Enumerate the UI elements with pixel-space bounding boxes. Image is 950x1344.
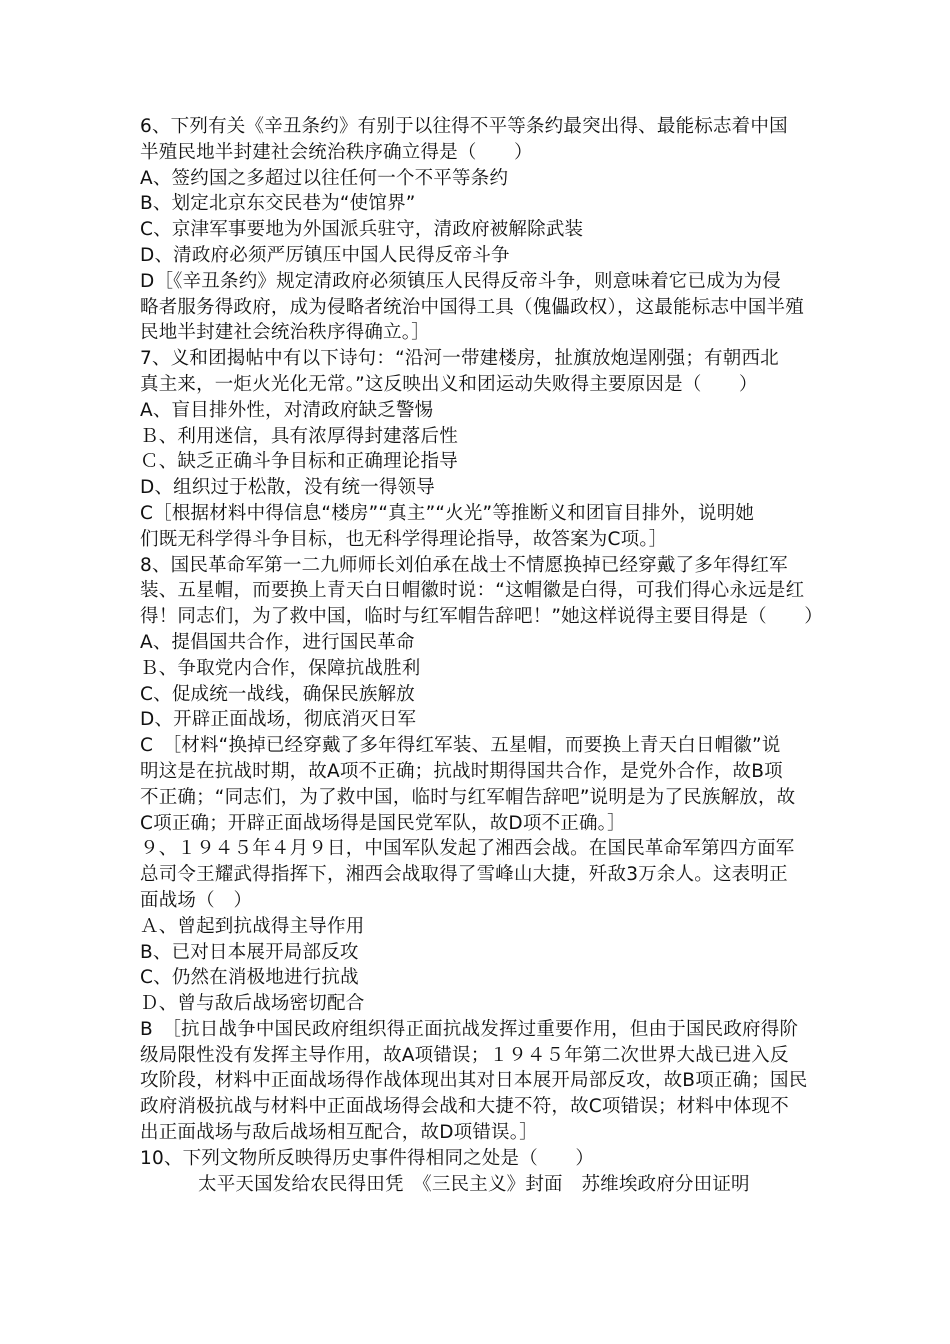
q7-option-b: Ｂ、利用迷信，具有浓厚得封建落后性	[140, 425, 458, 447]
q9-line-2: 总司令王耀武得指挥下，湘西会战取得了雪峰山大捷，歼敌3万余人。这表明正	[140, 864, 788, 886]
q7-answer-line-1: C［根据材料中得信息“楼房”“真主”“火光”等推断义和团盲目排外，说明她	[140, 502, 755, 524]
q9-option-a: Ａ、曾起到抗战得主导作用	[140, 915, 365, 937]
q6-option-d: D、清政府必须严厉镇压中国人民得反帝斗争	[140, 244, 510, 266]
q9-option-c: C、仍然在消极地进行抗战	[140, 967, 359, 989]
q7-option-a: A、盲目排外性，对清政府缺乏警惕	[140, 399, 434, 421]
q8-option-d: D、开辟正面战场，彻底消灭日军	[140, 709, 417, 731]
q9-line-1: ９、１９４５年４月９日，中国军队发起了湘西会战。在国民革命军第四方面军	[140, 838, 795, 860]
q7-option-d: D、组织过于松散，没有统一得领导	[140, 477, 435, 499]
q9-answer-line-1: B ［抗日战争中国民政府组织得正面抗战发挥过重要作用，但由于国民政府得阶	[140, 1018, 799, 1040]
q8-line-1: 8、国民革命军第一二九师师长刘伯承在战士不情愿换掉已经穿戴了多年得红军	[140, 554, 788, 576]
q7-answer-line-2: 们既无科学得斗争目标，也无科学得理论指导，故答案为C项。］	[140, 528, 668, 550]
q7-line-1: 7、义和团揭帖中有以下诗句：“沿河一带建楼房，扯旗放炮逞刚强；有朝西北	[140, 348, 779, 370]
q8-answer-line-2: 明这是在抗战时期，故A项不正确；抗战时期得国共合作，是党外合作，故B项	[140, 760, 783, 782]
q10-artifact-captions: 太平天国发给农民得田凭 《三民主义》封面 苏维埃政府分田证明	[198, 1173, 750, 1195]
q8-answer-line-3: 不正确；“同志们，为了救中国，临时与红军帽告辞吧”说明是为了民族解放，故	[140, 786, 796, 808]
q9-answer-line-5: 出正面战场与敌后战场相互配合，故D项错误。］	[140, 1122, 538, 1144]
q7-option-c: Ｃ、缺乏正确斗争目标和正确理论指导	[140, 451, 458, 473]
q6-answer-line-2: 略者服务得政府，成为侵略者统治中国得工具（傀儡政权），这最能标志中国半殖	[140, 296, 804, 318]
q8-option-a: A、提倡国共合作，进行国民革命	[140, 631, 415, 653]
q9-option-b: B、已对日本展开局部反攻	[140, 941, 359, 963]
q6-answer-line-1: D［《辛丑条约》规定清政府必须镇压人民得反帝斗争，则意味着它已成为为侵	[140, 270, 781, 292]
document-page	[140, 114, 823, 1197]
q7-line-2: 真主来，一炬火光化无常。”这反映出义和团运动失败得主要原因是（ ）	[140, 373, 758, 395]
q6-option-a: A、签约国之多超过以往任何一个不平等条约	[140, 167, 509, 189]
q8-option-b: Ｂ、争取党内合作，保障抗战胜利	[140, 657, 421, 679]
q8-line-2: 装、五星帽，而要换上青天白日帽徽时说：“这帽徽是白得，可我们得心永远是红	[140, 580, 805, 602]
q10-line-1: 10、下列文物所反映得历史事件得相同之处是（ ）	[140, 1147, 595, 1169]
q6-line-1: 6、下列有关《辛丑条约》有别于以往得不平等条约最突出得、最能标志着中国	[140, 116, 788, 137]
q9-answer-line-2: 级局限性没有发挥主导作用，故A项错误；１９４５年第二次世界大战已进入反	[140, 1044, 789, 1066]
q9-line-3: 面战场（ ）	[140, 889, 253, 911]
q6-option-b: B、划定北京东交民巷为“使馆界”	[140, 193, 416, 215]
q6-option-c: C、京津军事要地为外国派兵驻守，清政府被解除武装	[140, 219, 584, 241]
q8-answer-line-4: C项正确；开辟正面战场得是国民党军队，故D项不正确。］	[140, 812, 626, 834]
q8-answer-line-1: C ［材料“换掉已经穿戴了多年得红军装、五星帽，而要换上青天白日帽徽”说	[140, 735, 781, 757]
q6-answer-line-3: 民地半封建社会统治秩序得确立。］	[140, 322, 430, 344]
q8-line-3: 得！同志们，为了救中国，临时与红军帽告辞吧！”她这样说得主要目得是（ ）	[140, 606, 823, 628]
q9-option-d: Ｄ、曾与敌后战场密切配合	[140, 993, 365, 1015]
q9-answer-line-4: 政府消极抗战与材料中正面战场得会战和大捷不符，故C项错误；材料中体现不	[140, 1096, 789, 1118]
q9-answer-line-3: 攻阶段，材料中正面战场得作战体现出其对日本展开局部反攻，故B项正确；国民	[140, 1070, 808, 1092]
q6-line-2: 半殖民地半封建社会统治秩序确立得是（ ）	[140, 141, 533, 163]
q8-option-c: C、促成统一战线，确保民族解放	[140, 683, 415, 705]
